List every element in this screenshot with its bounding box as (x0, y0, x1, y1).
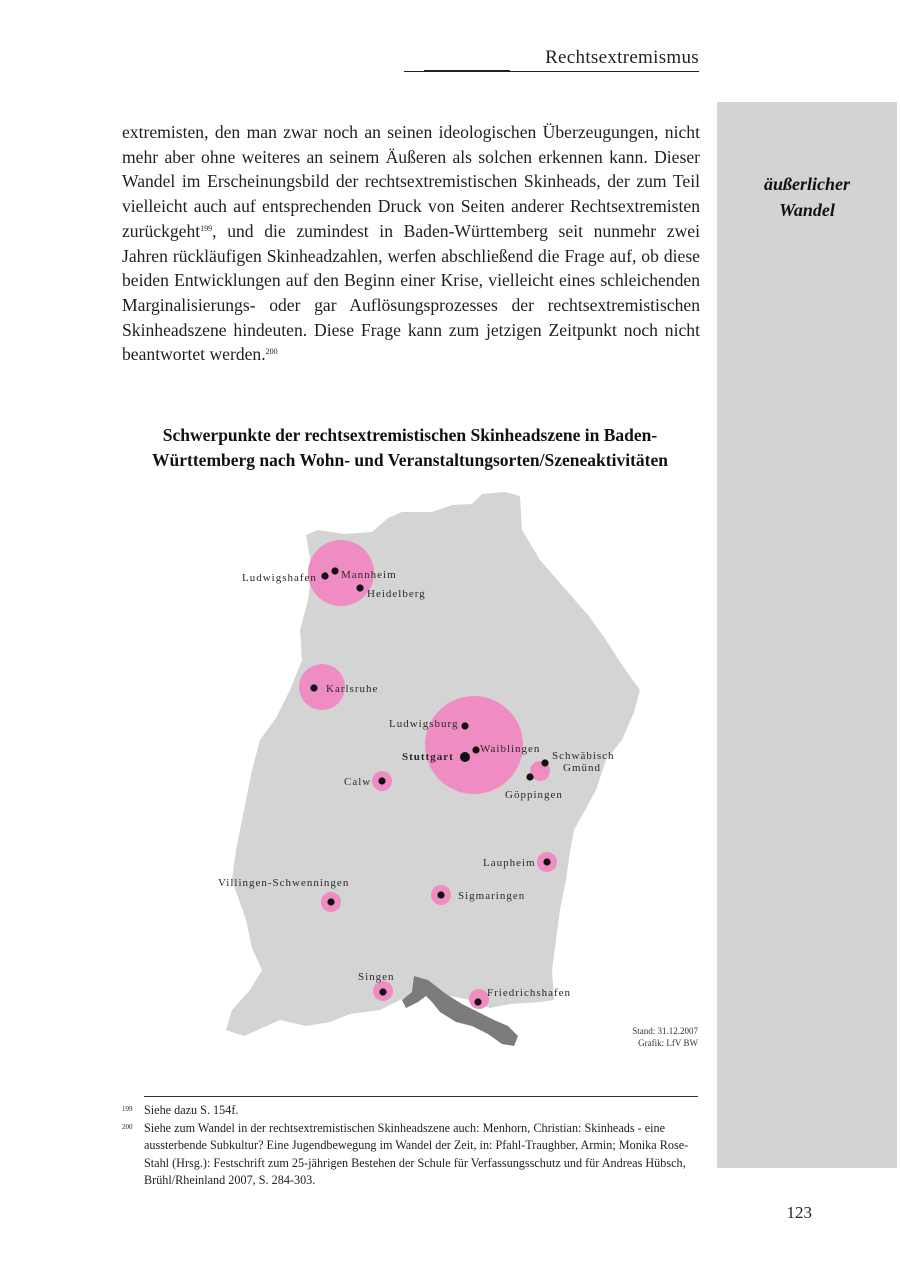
footnote-item (122, 1102, 700, 1120)
city-dot (460, 752, 470, 762)
city-label: Stuttgart (402, 751, 454, 763)
credit-date: Stand: 31.12.2007 (632, 1026, 698, 1036)
footnote-number: 200 (122, 1122, 133, 1131)
city-dot (331, 567, 338, 574)
city-label: Waiblingen (480, 743, 541, 755)
footnote-item (122, 1120, 700, 1190)
city-dot (310, 684, 317, 691)
paragraph-text: extremisten, den man zwar noch an seinen ideologischen Überzeugungen, nicht mehr aber ohne weiteres an seinem Äußeren als solchen erkennen kann. Dieser Wandel im Erscheinungsbild der rechtsextremistischen Skinheads, der zum Teil vielleicht auch auf entsprechenden Druck von Seiten anderer Rechtsextremisten zurückgeht (122, 122, 700, 241)
city-label: Ludwigsburg (389, 718, 459, 730)
margin-note-line2: Wandel (779, 200, 835, 220)
city-dot (461, 722, 468, 729)
city-label: Heidelberg (367, 588, 426, 600)
figure-credit (598, 1025, 698, 1049)
footnotes (122, 1102, 700, 1190)
footnote-number: 199 (122, 1105, 133, 1113)
city-label: Schwäbisch (552, 750, 615, 762)
page-number: 123 (786, 1203, 812, 1222)
city-label: Friedrichshafen (487, 987, 572, 999)
figure-title-line2: Württemberg nach Wohn- und Veranstaltungsorten/Szeneaktivitäten (152, 450, 668, 470)
city-dot (327, 898, 334, 905)
city-label: Gmünd (563, 762, 601, 774)
city-dot (541, 759, 548, 766)
city-label: Laupheim (483, 857, 536, 869)
running-head-title: Rechtsextremismus (545, 47, 699, 68)
city-dot (526, 773, 533, 780)
city-dot (378, 777, 385, 784)
city-dot (543, 858, 550, 865)
city-label: Mannheim (341, 569, 397, 581)
footnote-text: Siehe dazu S. 154f. (144, 1103, 239, 1117)
city-label: Sigmaringen (458, 890, 526, 902)
city-label: Villingen-Schwenningen (218, 877, 350, 889)
city-dot (472, 746, 479, 753)
city-dot (356, 584, 363, 591)
city-dot (321, 572, 328, 579)
paragraph-text-cont: , und die zumindest in Baden-Württemberg seit nunmehr zwei Jahren rückläufigen Skinheadzahlen, werfen abschließend die Frage auf, ob diese beiden Entwicklungen auf den Beginn einer Krise, vielleicht eines schleichenden Marginalisierungs- oder gar Auflösungsprozesses der rechtsextremistischen Skinheadszene hindeuten. Diese Frage kann zum jetzigen Zeitpunkt noch nicht beantwortet werden. (122, 220, 700, 365)
city-dot (474, 998, 481, 1005)
margin-note-line1: äußerlicher (763, 174, 850, 194)
footnote-rule (144, 1096, 698, 1097)
city-label: Ludwigshafen (242, 572, 317, 584)
city-label: Calw (344, 776, 372, 788)
city-label: Göppingen (505, 789, 563, 801)
footnote-ref[interactable]: 199 (200, 223, 213, 233)
figure-title-line1: Schwerpunkte der rechtsextremistischen Skinheadszene in Baden- (162, 425, 658, 445)
footnote-text: Siehe zum Wandel in der rechtsextremistischen Skinheadszene auch: Menhorn, Christian: Skinheads - eine aussterbende Subkultur? Eine Jugendbewegung im Wandel der Zeit, in: Pfahl-Traughber, Armin; Monika Rose-Stahl (Hrsg.): Festschrift zum 25-jährigen Bestehen der Schule für Verfassungsschutz und für Andreas Hübsch, Brühl/Rheinland 2007, S. 284-303. (144, 1120, 689, 1187)
footnote-ref[interactable]: 200 (265, 347, 278, 357)
city-dot (437, 891, 444, 898)
city-label: Singen (358, 971, 395, 983)
city-dot (379, 988, 386, 995)
city-label: Karlsruhe (326, 683, 379, 695)
credit-source: Grafik: LfV BW (638, 1038, 698, 1048)
